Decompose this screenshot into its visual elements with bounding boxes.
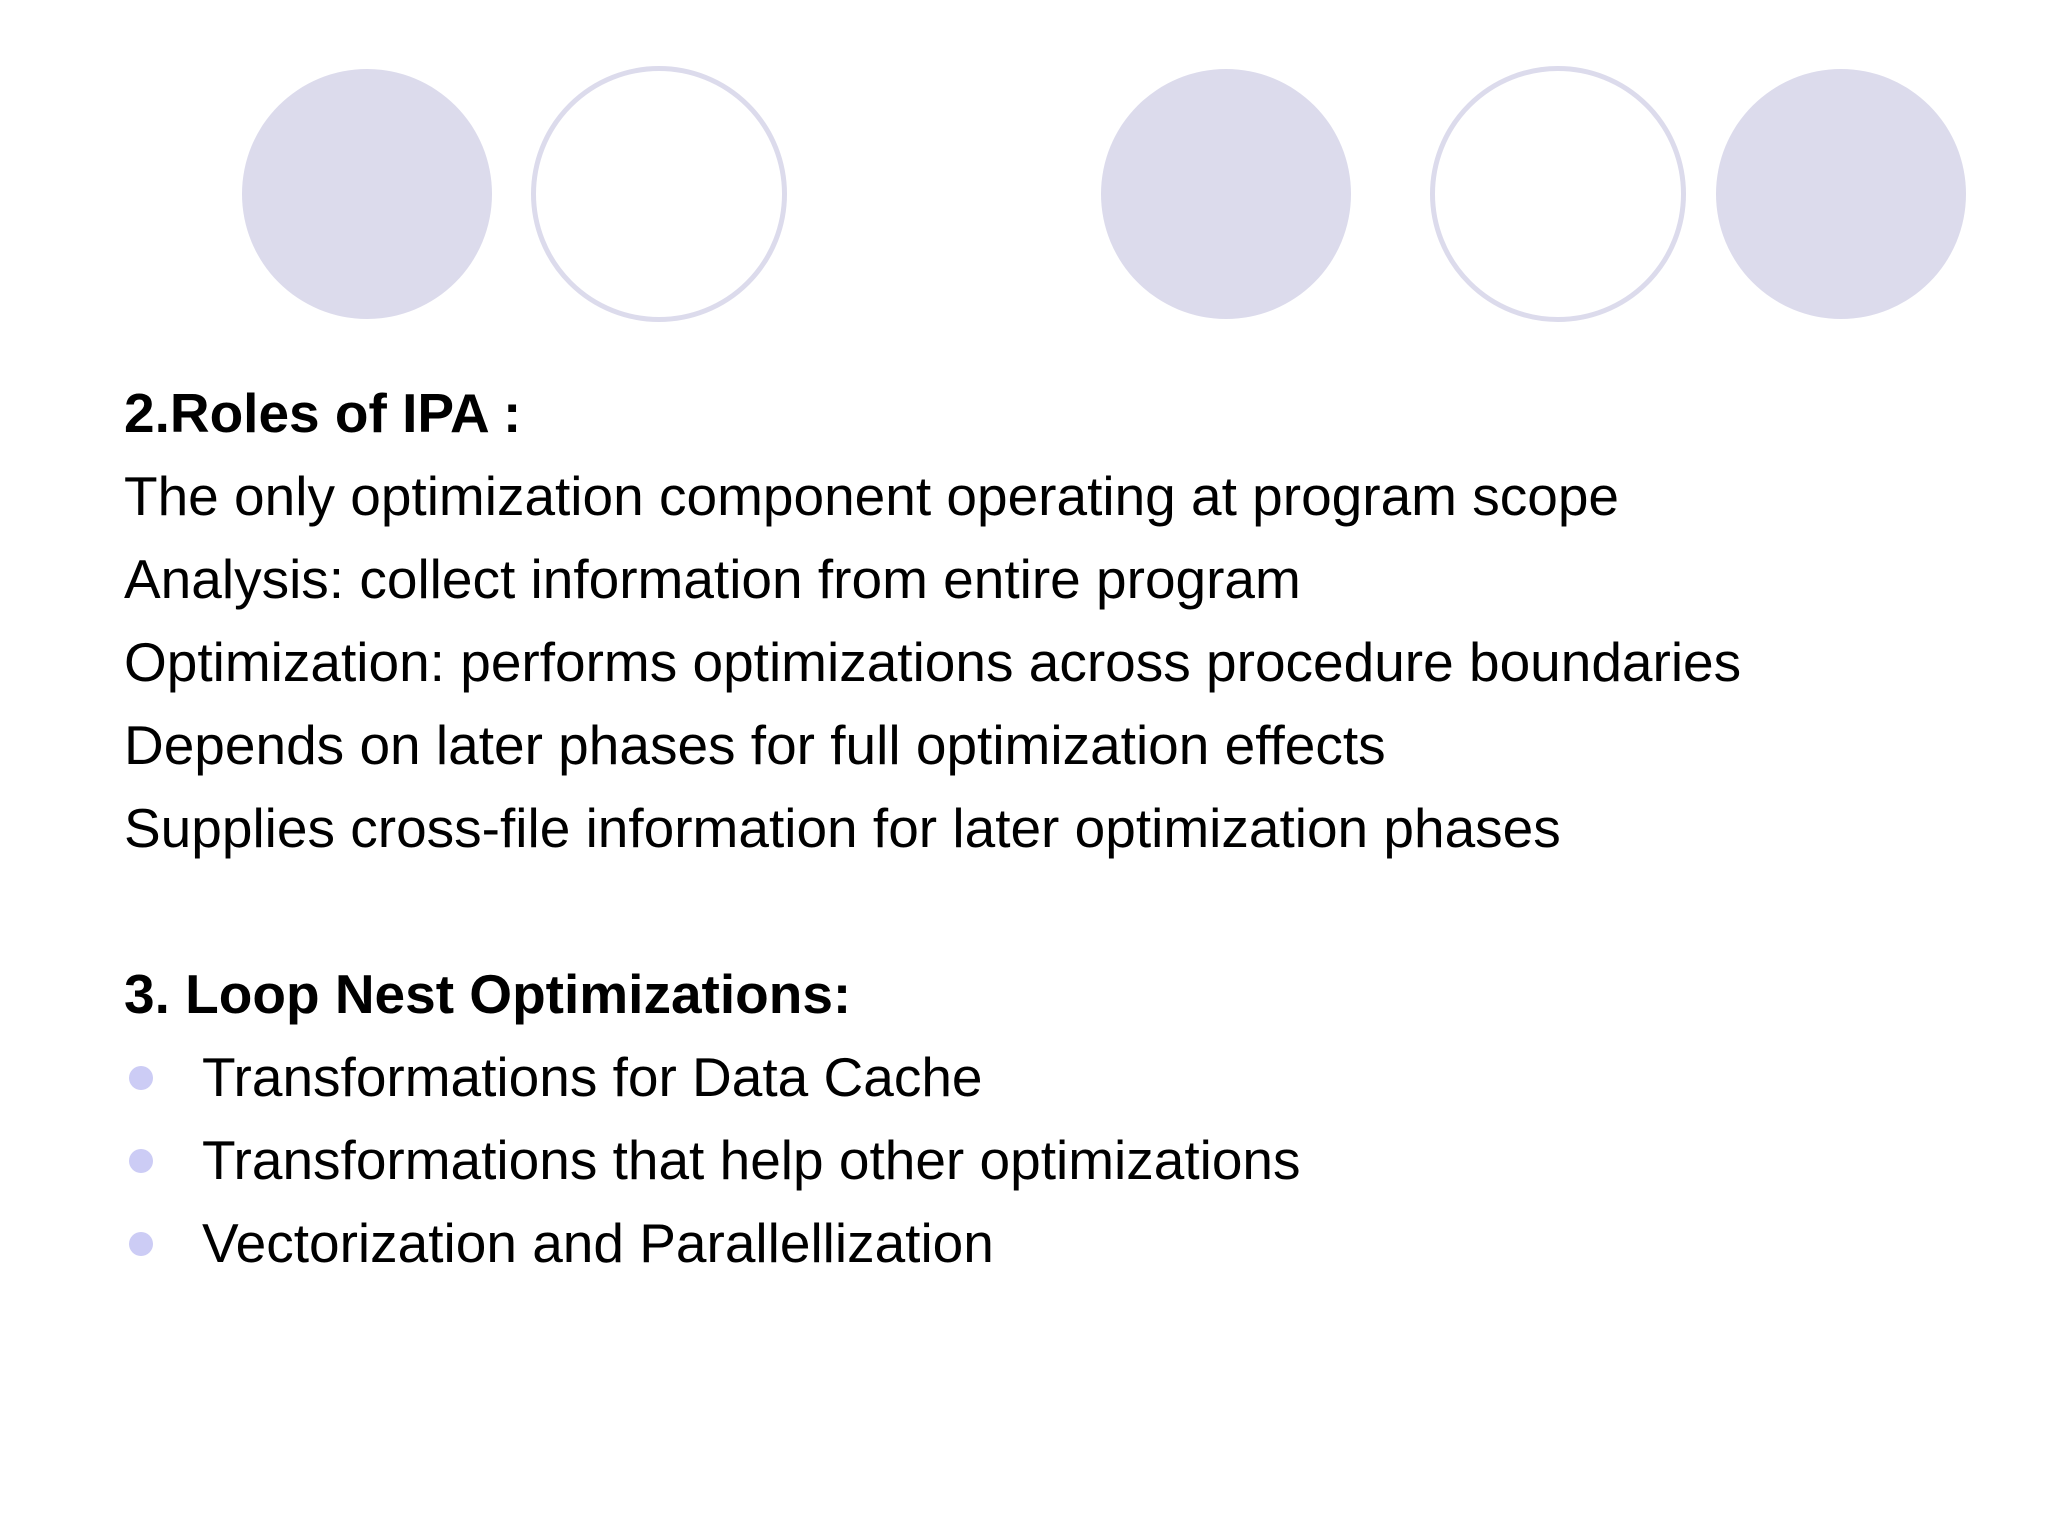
section-spacer bbox=[124, 870, 1984, 953]
ipa-line: The only optimization component operating at program scope bbox=[124, 465, 1620, 527]
bullet-dot-icon bbox=[129, 1066, 153, 1090]
bullet-text: Vectorization and Parallellization bbox=[202, 1212, 994, 1274]
ipa-line: Depends on later phases for full optimization effects bbox=[124, 714, 1386, 776]
bullet-text: Transformations for Data Cache bbox=[202, 1046, 983, 1108]
ipa-line: Analysis: collect information from entire program bbox=[124, 548, 1301, 610]
bullet-item bbox=[124, 1119, 1984, 1202]
bullet-item bbox=[124, 1202, 1984, 1285]
bullet-item bbox=[124, 1036, 1984, 1119]
bullet-dot-icon bbox=[129, 1149, 153, 1173]
decor-circle-filled-3 bbox=[1716, 69, 1966, 319]
decor-circle-filled-2 bbox=[1101, 69, 1351, 319]
decor-circle-outline-1 bbox=[531, 66, 787, 322]
ipa-line: Supplies cross-file information for later optimization phases bbox=[124, 797, 1561, 859]
bullet-text: Transformations that help other optimizations bbox=[202, 1129, 1301, 1191]
decor-circle-outline-2 bbox=[1430, 66, 1686, 322]
section-ipa-heading: 2.Roles of IPA : bbox=[124, 382, 522, 444]
slide-body bbox=[124, 372, 1984, 1285]
ipa-line: Optimization: performs optimizations across procedure boundaries bbox=[124, 631, 1742, 693]
decor-circle-filled-1 bbox=[242, 69, 492, 319]
section-lno-heading: 3. Loop Nest Optimizations: bbox=[124, 963, 852, 1025]
bullet-dot-icon bbox=[129, 1232, 153, 1256]
